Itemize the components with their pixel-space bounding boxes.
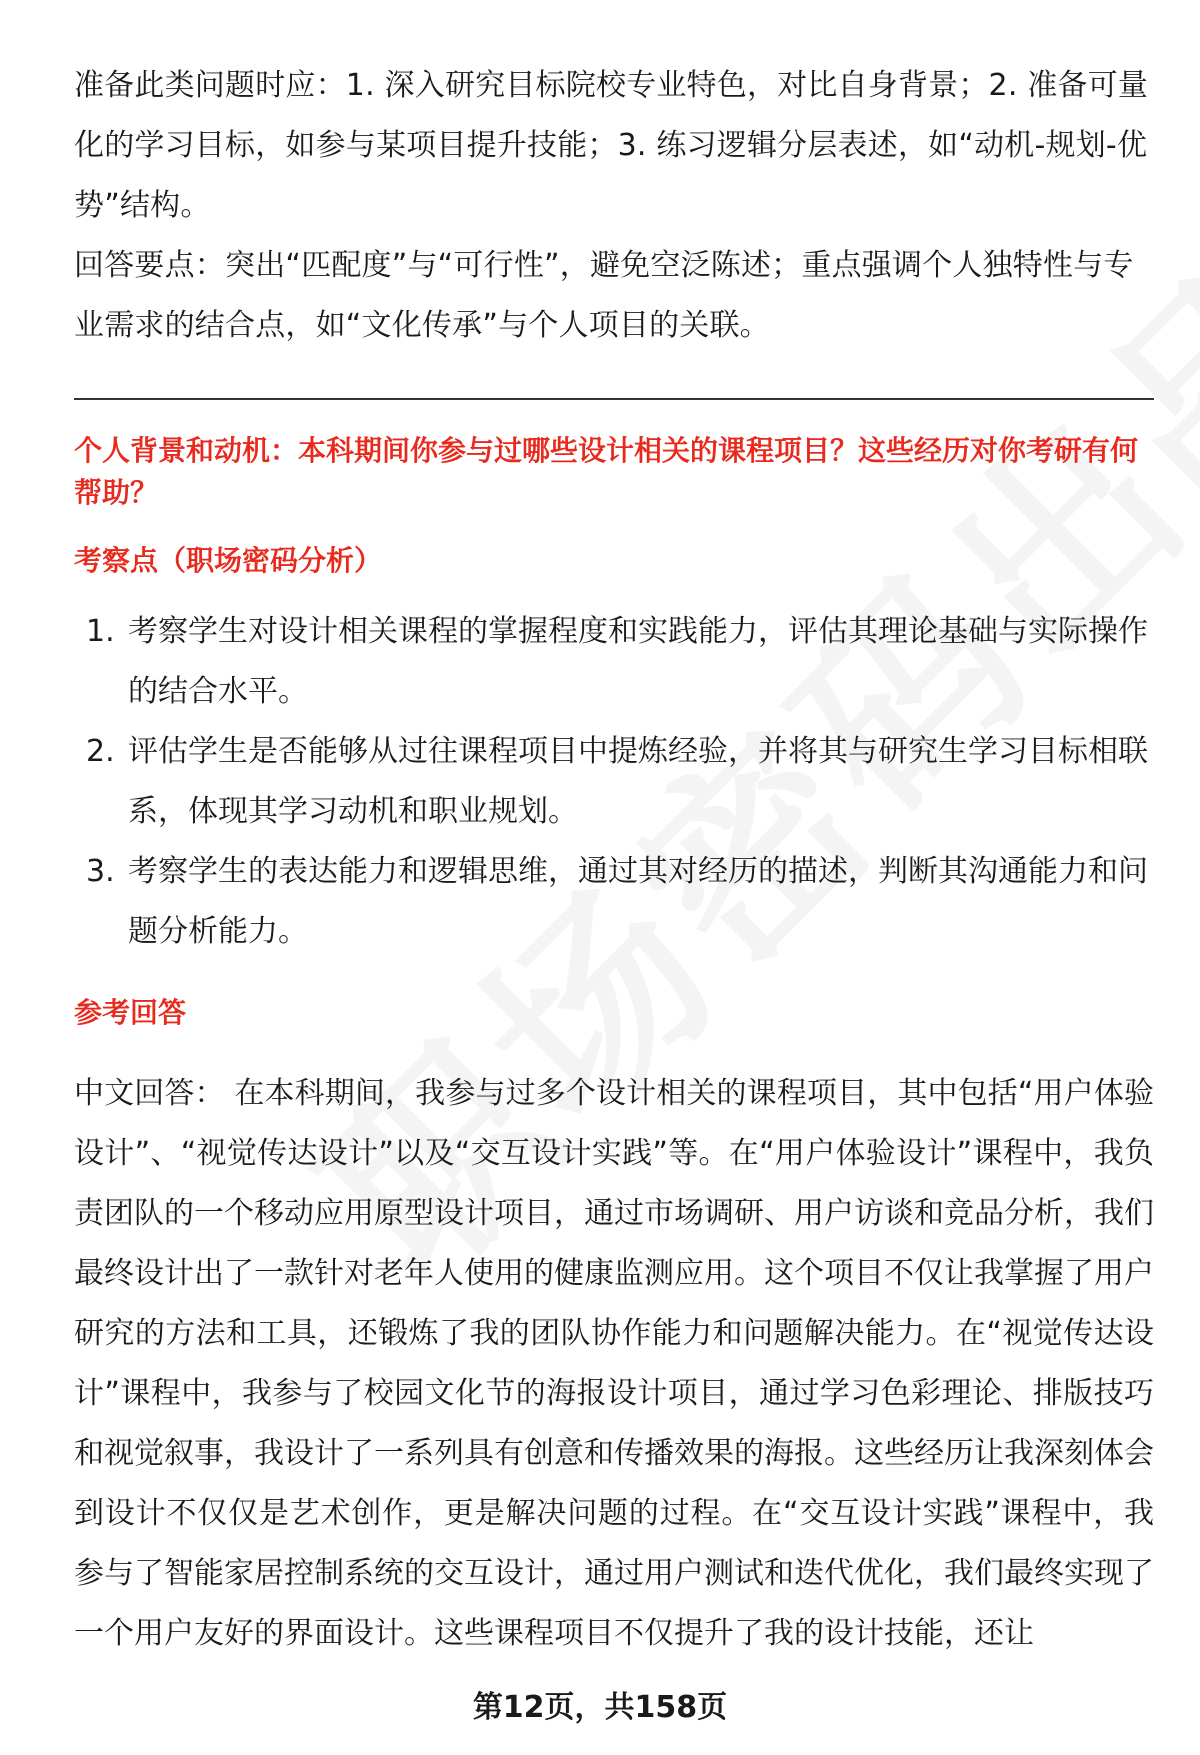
document-page bbox=[74, 56, 1154, 1664]
question-heading: 个人背景和动机：本科期间你参与过哪些设计相关的课程项目？这些经历对你考研有何帮助？ bbox=[74, 434, 1139, 509]
list-item-number: 3. bbox=[86, 854, 115, 889]
list-item bbox=[74, 722, 1154, 842]
list-item-text: 考察学生对设计相关课程的掌握程度和实践能力，评估其理论基础与实际操作的结合水平。 bbox=[128, 614, 1148, 709]
list-item-text: 考察学生的表达能力和逻辑思维，通过其对经历的描述，判断其沟通能力和问题分析能力。 bbox=[128, 854, 1148, 949]
prep-paragraph: 准备此类问题时应：1. 深入研究目标院校专业特色，对比自身背景；2. 准备可量化的学习目标，如参与某项目提升技能；3. 练习逻辑分层表述，如“动机-规划-优势”结构。 bbox=[74, 68, 1149, 223]
reference-answer-text: 中文回答： 在本科期间，我参与过多个设计相关的课程项目，其中包括“用户体验设计”、“视觉传达设计”以及“交互设计实践”等。在“用户体验设计”课程中，我负责团队的一个移动应用原型设计项目，通过市场调研、用户访谈和竞品分析，我们最终设计出了一款针对老年人使用的健康监测应用。这个项目不仅让我掌握了用户研究的方法和工具，还锻炼了我的团队协作能力和问题解决能力。在“视觉传达设计”课程中，我参与了校园文化节的海报设计项目，通过学习色彩理论、排版技巧和视觉叙事，我设计了一系列具有创意和传播效果的海报。这些经历让我深刻体会到设计不仅仅是艺术创作，更是解决问题的过程。在“交互设计实践”课程中，我参与了智能家居控制系统的交互设计，通过用户测试和迭代优化，我们最终实现了一个用户友好的界面设计。这些课程项目不仅提升了我的设计技能，还让 bbox=[74, 1076, 1154, 1651]
list-item-text: 评估学生是否能够从过往课程项目中提炼经验，并将其与研究生学习目标相联系，体现其学习动机和职业规划。 bbox=[128, 734, 1148, 829]
exam-points-title: 考察点（职场密码分析） bbox=[74, 544, 383, 577]
list-item bbox=[74, 602, 1154, 722]
page-number: 第12页，共158页 bbox=[472, 1690, 728, 1725]
list-item-number: 2. bbox=[86, 734, 115, 769]
exam-points-list bbox=[74, 602, 1154, 962]
list-item-number: 1. bbox=[86, 614, 115, 649]
section-divider bbox=[74, 398, 1154, 400]
key-points-paragraph: 回答要点：突出“匹配度”与“可行性”，避免空泛陈述；重点强调个人独特性与专业需求的结合点，如“文化传承”与个人项目的关联。 bbox=[74, 248, 1134, 343]
list-item bbox=[74, 842, 1154, 962]
reference-answer-title: 参考回答 bbox=[74, 996, 187, 1029]
